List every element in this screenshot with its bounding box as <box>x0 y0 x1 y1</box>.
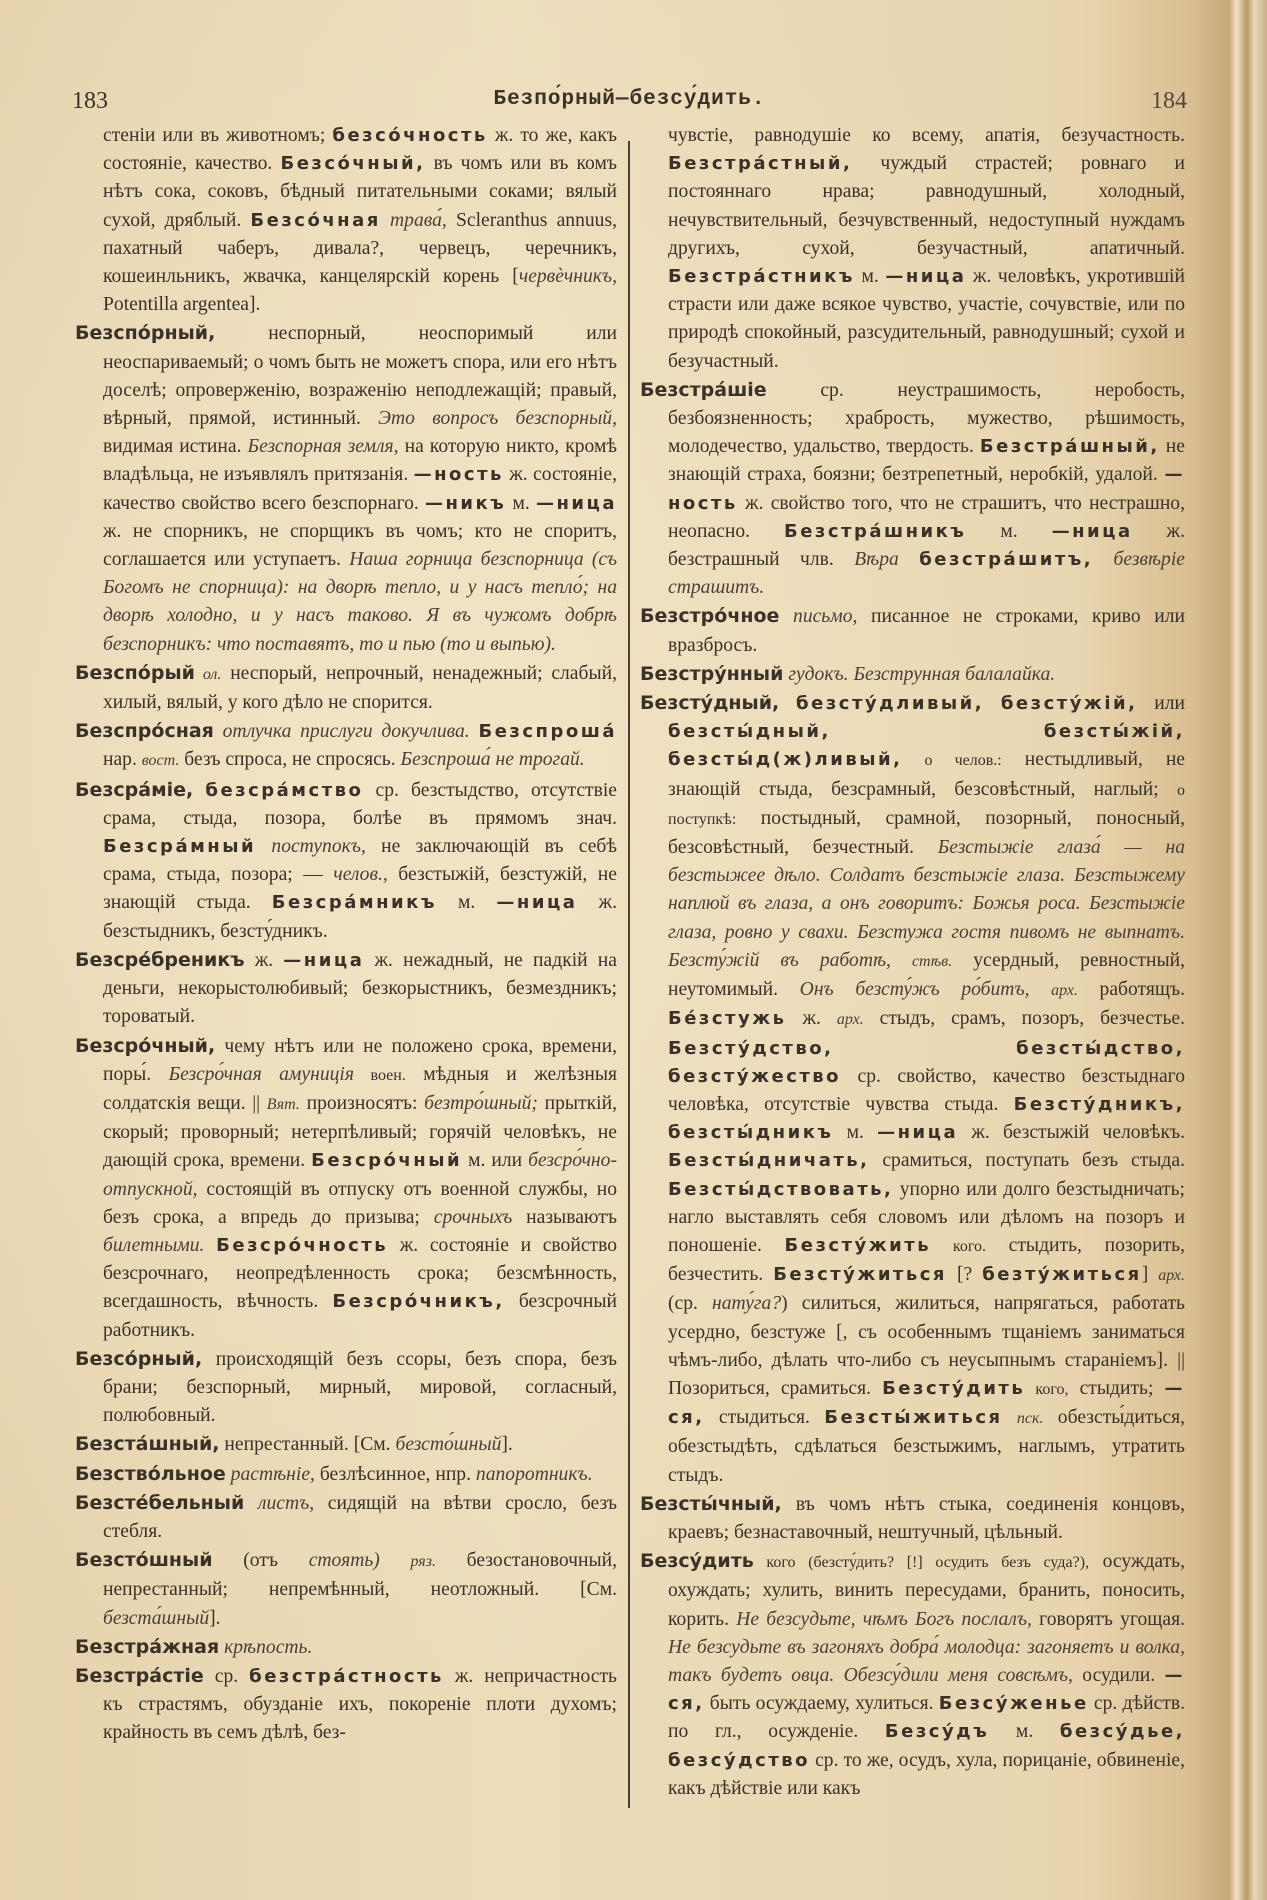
definition-text <box>256 836 271 857</box>
headword: Безсты́чный, <box>640 1492 782 1515</box>
derived-word: —ница <box>535 492 617 514</box>
derived-word: —ница <box>877 1122 959 1144</box>
headword: Безсре́бреникъ <box>75 948 245 971</box>
example-italic: стѣв. <box>911 952 953 970</box>
definition-text: ]. <box>501 1434 513 1456</box>
definition-text: работящъ. <box>1077 979 1185 1001</box>
derived-word: Безсу́дъ <box>884 1721 990 1743</box>
example-italic: арх. <box>1051 982 1078 1000</box>
derived-word: безту́житься <box>982 1264 1142 1286</box>
definition-text: ср. дѣйств. по гл., осужденіе. <box>668 1693 1185 1743</box>
definition-text: кого. <box>931 1237 986 1255</box>
dictionary-entry <box>640 1547 1185 1803</box>
derived-word: Безсра́мный <box>103 836 257 858</box>
definition-text: м. <box>506 492 536 514</box>
derived-word: —ность <box>668 464 1185 514</box>
example-italic: Не безсудьте въ загоняхъ добра́ молодца: загоняетъ и волка, такъ будетъ овца. Обезсу́дили меня совсѣмъ, <box>668 1636 1185 1686</box>
definition-text: м. <box>436 892 497 914</box>
definition-text <box>244 1493 258 1514</box>
derived-word: —ница <box>496 892 578 914</box>
definition-text: безсрочный работникъ. <box>103 1291 617 1341</box>
definition-text <box>1030 979 1052 1000</box>
dictionary-entry <box>75 1633 617 1662</box>
derived-word: безсту́жій, <box>1000 693 1138 715</box>
example-italic: Вят. <box>266 1095 300 1113</box>
definition-text: безостановочный, непрестанный; непремѣнный, неотложный. [См. <box>103 1550 617 1601</box>
example-italic: безста́шный <box>103 1607 210 1629</box>
headword: Безстро́чное <box>640 605 780 628</box>
definition-text: (отъ <box>212 1550 309 1572</box>
derived-word: Безсо́чная <box>250 209 381 231</box>
definition-text: нестыдливый, не знающій стыда, безсрамный, безсовѣстный, наглый; <box>668 749 1185 800</box>
definition-text: о поступкѣ: <box>668 781 1185 828</box>
dictionary-entry <box>75 1345 617 1431</box>
derived-word: —никъ <box>425 492 507 514</box>
derived-word: Безспроша́ <box>478 721 617 743</box>
derived-word: безсу́дье, безсу́дство <box>668 1721 1185 1771</box>
derived-word: —ся, <box>668 1377 1185 1429</box>
dictionary-entry <box>75 1032 617 1345</box>
definition-text: состоящій въ отпуску отъ военной службы, но безъ срока, а впредь до призыва; <box>103 1178 617 1228</box>
derived-word: Безсту́дникъ, безсты́дникъ <box>668 1093 1185 1144</box>
example-italic: ряз. <box>410 1553 436 1571</box>
definition-text <box>891 950 912 971</box>
definition-text: м. или <box>462 1150 529 1172</box>
definition-text <box>214 721 223 742</box>
definition-text: говорятъ угощая. <box>1031 1608 1185 1630</box>
example-italic: Наша горница безспорница (съ Богомъ не спорница): на дворѣ тепло, и у насъ тепло́; на дворѣ холодно, и у насъ таково. Я въ чужомъ добрѣ безспорникъ: что поставятъ, то и пью (то и выпью). <box>103 549 617 655</box>
derived-word: безстра́стность <box>249 1665 444 1687</box>
definition-text: м. <box>854 266 886 288</box>
definition-text: стыдить, позорить, безчестить. <box>668 1234 1185 1286</box>
definition-text: ср. безстыдство, отсутствіе срама, стыда, позора, болѣе въ прямомъ знач. <box>103 779 618 829</box>
definition-text: неспорый, непрочный, ненадежный; слабый, хилый, вялый, у кого дѣло не спорится. <box>103 662 618 714</box>
derived-word: Безсту́житься <box>773 1264 947 1286</box>
example-italic: пск. <box>1016 1410 1044 1428</box>
definition-text: воен. <box>353 1066 406 1084</box>
example-italic: вост. <box>141 752 180 770</box>
definition-text <box>1003 1407 1017 1428</box>
definition-text: безлѣсинное, нпр. <box>314 1463 476 1485</box>
derived-word: Безстра́шный, <box>979 436 1160 458</box>
example-italic: безвѣріе страшитъ. <box>668 549 1185 599</box>
column-divider <box>628 141 630 1808</box>
definition-text: (ср. <box>668 1293 713 1315</box>
definition-text: Potentilla argentea]. <box>103 294 261 316</box>
definition-text: [? <box>946 1264 983 1286</box>
definition-text: ср. неустрашимость, неробость, безбоязненность; храбрость, мужество, рѣшимость, молодечество, удальство, твердость. <box>668 379 1185 458</box>
example-italic: Вѣра <box>854 549 899 571</box>
definition-text: непрестанный. [См. <box>219 1434 396 1456</box>
page-header <box>72 88 1187 118</box>
example-italic: отлучка прислуги докучлива. <box>222 721 470 743</box>
derived-word: Безсу́женье <box>938 1693 1089 1715</box>
example-italic: ол. <box>194 665 222 683</box>
example-italic: Безстыжіе глаза́ — на безстыжее дѣло. Солдатъ безстыжіе глаза. Безстыжему наплюй въ глаза, а онъ говоритъ: Божья роса. Безстыжіе глаза, ровно у свахи. Безстужа гостя пивомъ не выпнатъ. Безсту́жій въ работѣ, <box>668 837 1185 971</box>
example-italic: поступокъ, <box>271 836 366 858</box>
definition-text: произносятъ: <box>299 1092 425 1114</box>
definition-text: чему нѣтъ или не положено срока, времени, поры́. <box>103 1035 617 1085</box>
definition-text: чуждый страстей; ровнаго и постояннаго нрава; равнодушный, холодный, нечувствительный, безчувственный, недоступный нуждамъ другихъ, сухой, безучастный, апатичный. <box>668 153 1185 259</box>
definition-text: кого (безсту́дить? [!] осудить безъ суда?), <box>753 1554 1090 1572</box>
definition-text: быть осуждаему, хулиться. <box>704 1693 939 1715</box>
derived-word: Бе́зстужь <box>668 1008 787 1030</box>
derived-word: Безсты́дничать, <box>668 1150 870 1172</box>
derived-word: Безстра́стникъ <box>668 266 855 288</box>
example-italic: Это вопросъ безспорный, <box>378 408 617 430</box>
derived-word: Безсро́чность <box>216 1234 389 1256</box>
derived-word: Безсро́чникъ, <box>332 1291 505 1313</box>
example-italic: листъ, <box>257 1492 315 1514</box>
headword: Безсра́міе, <box>75 778 194 801</box>
example-italic: арх. <box>836 1011 864 1029</box>
definition-text: ср. свойство, качество безстыднаго человѣка, отсутствіе чувства стыда. <box>668 1065 1185 1115</box>
headword: Безста́шный, <box>75 1433 220 1456</box>
example-italic: срочныхъ <box>433 1206 513 1228</box>
definition-text: безстыжій, безстужій, не знающій стыда. <box>103 864 617 914</box>
example-italic: безтро́шный; <box>424 1092 538 1114</box>
dictionary-entry <box>75 946 617 1032</box>
example-italic: крѣпость. <box>224 1636 313 1658</box>
definition-text: стыдить; <box>1068 1377 1165 1399</box>
dictionary-entry <box>640 376 1185 603</box>
definition-text: или <box>1137 693 1185 715</box>
entry-continuation <box>640 122 1185 376</box>
definition-text: нар. <box>103 749 142 771</box>
definition-text: на которую никто, кромѣ владѣльца, не изъявлялъ притязанія. <box>103 436 617 486</box>
dictionary-entry <box>75 319 617 658</box>
headword: Безспо́рый <box>75 661 195 684</box>
headword: Безспро́сная <box>75 720 214 743</box>
example-italic: Онъ безсту́жъ ро́битъ, <box>799 979 1030 1001</box>
definition-text: ж. <box>244 949 284 971</box>
dictionary-entry <box>640 602 1185 659</box>
definition-text: упорно или долго безстыдничать; нагло выставлять себя словомъ или дѣломъ на позоръ и поношеніе. <box>668 1178 1185 1256</box>
derived-word: Безсты́дствовать, <box>668 1178 894 1200</box>
dictionary-entry <box>75 659 617 717</box>
derived-word: Безсра́мникъ <box>271 892 437 914</box>
definition-text: осудили. <box>1072 1664 1165 1686</box>
definition-text: срамиться, поступать безъ стыда. <box>869 1150 1185 1172</box>
definition-text: чувстіе, равнодушіе ко всему, апатія, безучастность. <box>668 125 1185 146</box>
example-italic: Безсро́чная амуниція <box>168 1063 354 1085</box>
definition-text <box>204 1235 216 1256</box>
headword: Безство́льное <box>75 1462 226 1485</box>
dictionary-entry <box>75 1460 617 1489</box>
headword: Безстру́нный <box>640 662 784 685</box>
example-italic: гудокъ. Безструнная балалайка. <box>788 663 1056 685</box>
derived-word: Безстра́стный, <box>668 153 853 175</box>
example-italic: Безспроша́ не трогай. <box>400 749 585 771</box>
example-italic: безсро́чно-отпускной, <box>103 1150 617 1200</box>
example-italic: билетными. <box>103 1234 205 1256</box>
example-italic: челов., <box>333 864 388 886</box>
definition-text <box>984 693 1001 714</box>
derived-word: безсра́мство <box>205 779 364 801</box>
definition-text <box>779 693 796 714</box>
definition-text: ж. свойство того, что не страшитъ, что нестрашно, неопасно. <box>668 492 1185 542</box>
derived-word: Безсту́дство, безсты́дство, безсту́жество <box>668 1037 1185 1087</box>
running-title: Безпо́рный—безсу́дить. <box>493 88 766 111</box>
definition-text: неспорный, неоспоримый или неоспариваемый; о чомъ быть не можетъ спора, или его нѣтъ доселѣ; опроверженію, возраженію неподлежащій; правый, вѣрный, прямой, истинный. <box>103 323 617 430</box>
definition-text: ж. непричастность къ страстямъ, обузданіе ихъ, покореніе плоти духомъ; крайность въ семъ дѣлѣ, без- <box>103 1665 617 1744</box>
left-column <box>75 122 617 1748</box>
definition-text: ж. то же, какъ состояніе, качество. <box>103 125 617 175</box>
headword: Безстра́шіе <box>640 378 767 401</box>
page-number-left: 183 <box>72 88 108 114</box>
definition-text: постыдный, срамной, позорный, поносный, безсовѣстный, безчестный. <box>668 807 1185 859</box>
definition-text: ср. <box>203 1665 250 1687</box>
definition-text: ]. <box>209 1607 221 1629</box>
definition-text: писанное не строками, криво или вразбросъ. <box>668 606 1185 656</box>
derived-word: безсо́чность <box>332 125 488 146</box>
example-italic: безсто́шный <box>395 1434 502 1456</box>
page-number-right: 184 <box>1151 88 1187 114</box>
headword: Безсту́дный, <box>640 692 780 715</box>
headword: Безстра́жная <box>75 1635 220 1658</box>
definition-text: обезсты́диться, обезстыдѣть, сдѣлаться безстыжимъ, наглымъ, утратить стыдъ. <box>668 1407 1185 1486</box>
definition-text: стыдъ, срамъ, позоръ, безчестье. <box>863 1008 1185 1030</box>
headword: Безсо́рный, <box>75 1347 203 1370</box>
definition-text: ж. состояніе и свойство безсрочнаго, неопредѣленность срока; безсмѣнность, всегдашность, вѣчность. <box>103 1234 617 1313</box>
definition-text: кого, <box>1025 1380 1069 1398</box>
definition-text <box>381 210 390 231</box>
dictionary-entry <box>75 1430 617 1459</box>
definition-text: прыткій, скорый; проворный; нетерпѣливый; горячій человѣкъ, не дающій срока, времени. <box>103 1092 617 1172</box>
definition-text: усердный, ревностный, неутомимый. <box>668 949 1185 1001</box>
definition-text: въ чомъ нѣтъ стыка, соединенія концовъ, краевъ; безнаставочный, нештучный, цѣльный. <box>668 1493 1185 1543</box>
dictionary-entry <box>75 1489 617 1546</box>
example-italic: папоротникъ. <box>475 1463 593 1485</box>
dictionary-entry <box>640 689 1185 1490</box>
definition-text: ж. нежадный, не падкій на деньги, некорыстолюбивый; безкорыстникъ, безмездникъ; тороватый. <box>103 949 617 1028</box>
entry-continuation <box>75 122 617 319</box>
definition-text: ж. человѣкъ, укротившій страсти или даже всякое чувство, участіе, сочувствіе, или по природѣ спокойный, разсудительный, равнодушный; сухой и безучастный. <box>668 266 1185 372</box>
definition-text: не заключающій въ себѣ срама, стыда, позора; — <box>103 836 617 886</box>
definition-text: ) силиться, жилиться, напрягаться, работать усердно, безстуже [, съ особеннымъ тщаніемъ заниматься чѣмъ-либо, дѣлать что-либо съ неусыпнымъ стараніемъ]. || Позориться, срамиться. <box>668 1293 1185 1399</box>
definition-text: не знающій страха, боязни; безтрепетный, неробкій, удалой. <box>668 436 1185 486</box>
example-italic: Безспорная земля, <box>247 436 399 458</box>
definition-text: ж. безстыдникъ, безсту́дникъ. <box>103 892 617 942</box>
definition-text: м. <box>989 1721 1060 1743</box>
example-italic: червѐчникъ, <box>518 266 617 288</box>
definition-text <box>899 549 919 570</box>
example-italic: арх. <box>1158 1267 1185 1285</box>
derived-word: —ница <box>885 266 967 288</box>
derived-word: Безстра́шникъ <box>783 520 967 542</box>
definition-text: стеніи или въ животномъ; <box>103 125 333 146</box>
derived-word: —ность <box>413 464 504 486</box>
definition-text: сидящій на вѣтви сросло, безъ стебля. <box>103 1492 617 1542</box>
definition-text <box>1093 549 1113 570</box>
dictionary-entry <box>75 776 617 946</box>
derived-word: —ся, <box>668 1664 1185 1715</box>
definition-text: называютъ <box>512 1206 617 1228</box>
derived-word: безстра́шитъ, <box>919 549 1094 571</box>
dictionary-entry <box>75 1662 617 1748</box>
example-italic: стоять) <box>308 1550 380 1572</box>
derived-word: безсту́дливый, <box>796 693 985 715</box>
derived-word: безсты́дный, безсты́жій, безсты́д(ж)ливый, <box>668 721 1185 771</box>
derived-word: Безсту́дить <box>882 1377 1026 1399</box>
example-italic: Не безсудьте, чѣмъ Богъ послалъ, <box>736 1608 1032 1630</box>
headword: Безсте́бельный <box>75 1491 245 1514</box>
dictionary-entry <box>75 717 617 775</box>
definition-text: ж. не спорникъ, не спорщикъ въ чомъ; кто не споритъ, соглашается или уступаетъ. <box>103 520 617 571</box>
example-italic: растѣніе, <box>230 1463 315 1485</box>
definition-text: ж. безстыжій человѣкъ. <box>958 1122 1185 1144</box>
definition-text: стыдиться. <box>704 1407 825 1429</box>
definition-text: ] <box>1141 1264 1159 1286</box>
dictionary-entry <box>75 1546 617 1633</box>
definition-text: ж. состояніе, качество свойство всего безспорнаго. <box>103 464 617 514</box>
definition-text: въ чомъ или въ комъ нѣтъ сока, соковъ, бѣдный питательными соками; вялый сухой, дряблый. <box>103 153 617 231</box>
derived-word: Безсты́житься <box>824 1407 1003 1429</box>
headword: Безспо́рный, <box>75 322 216 345</box>
example-italic: трава́, <box>390 209 447 231</box>
definition-text: ж. <box>786 1008 837 1030</box>
headword: Безсто́шный <box>75 1549 213 1572</box>
definition-text: осуждать, охуждать; хулить, винить пересудами, бранить, поносить, корить. <box>668 1551 1185 1630</box>
definition-text: м. <box>833 1122 878 1144</box>
definition-text <box>779 606 793 627</box>
definition-text: Scleranthus annuus, пахатный чаберъ, дивала?, червецъ, черечникъ, кошеинльникъ, жвачка, канцелярскій корень [ <box>103 209 617 288</box>
derived-word: Безсту́жить <box>784 1234 932 1256</box>
derived-word: Безсо́чный, <box>280 153 426 175</box>
definition-text: безъ спроса, не спросясь. <box>179 749 401 771</box>
derived-word: —ница <box>1051 520 1133 542</box>
example-italic: нату́га? <box>712 1293 782 1315</box>
derived-word: —ница <box>283 949 365 971</box>
definition-text <box>380 1550 411 1571</box>
dictionary-entry <box>640 660 1185 689</box>
definition-text: видимая истина. <box>103 436 248 458</box>
headword: Безсу́дить <box>640 1550 754 1573</box>
definition-text: ж. безстрашный члв. <box>668 520 1185 571</box>
definition-text: о челов.: <box>902 752 1002 770</box>
derived-word: Безсро́чный <box>311 1150 463 1172</box>
headword: Безстра́стіе <box>75 1664 204 1687</box>
dictionary-entry <box>640 1490 1185 1547</box>
definition-text: мѣдныя и желѣзныя солдатскія вещи. || <box>103 1063 617 1114</box>
definition-text: ср. то же, осудъ, хула, порицаніе, обвиненіе, какъ дѣйствіе или какъ <box>668 1749 1185 1799</box>
example-italic: письмо, <box>793 606 858 628</box>
definition-text: м. <box>966 520 1052 542</box>
definition-text: происходящій безъ ссоры, безъ спора, безъ брани; безспорный, мирный, мировой, согласный, полюбовный. <box>103 1348 617 1427</box>
definition-text <box>193 780 205 801</box>
headword: Безсро́чный, <box>75 1034 216 1057</box>
right-column <box>640 122 1185 1803</box>
